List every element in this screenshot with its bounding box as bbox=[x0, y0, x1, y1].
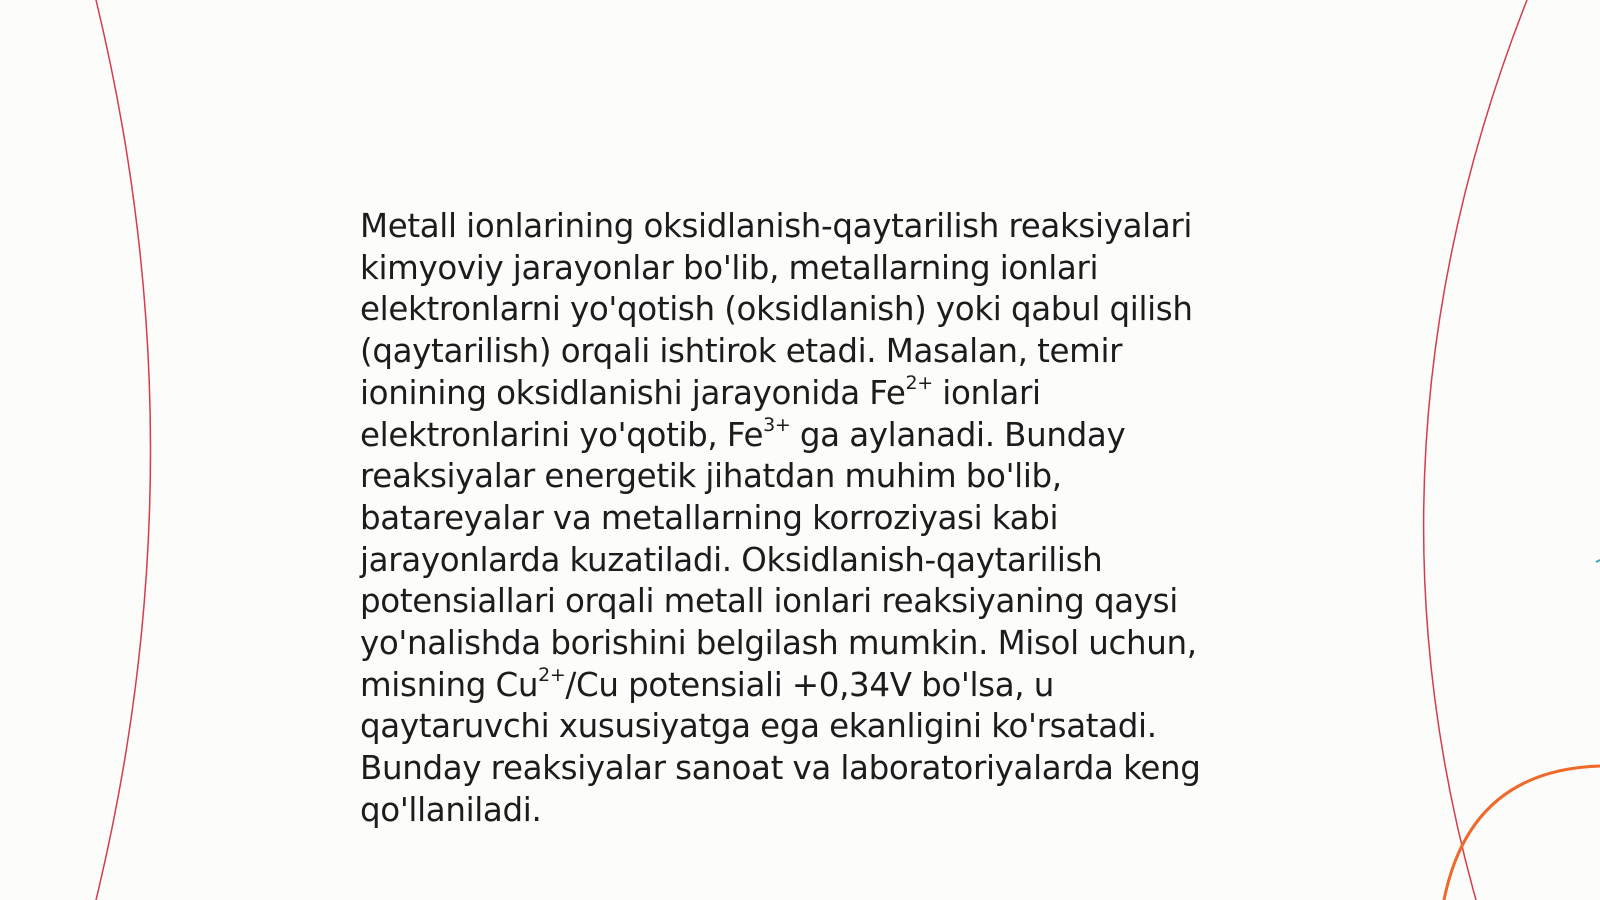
orange-circle-arc bbox=[1444, 766, 1600, 900]
text-line: yo'nalishda borishini belgilash mumkin. Misol uchun, bbox=[360, 624, 1197, 663]
text-line: Metall ionlarining oksidlanish-qaytarilish reaksiyalari bbox=[360, 207, 1193, 245]
body-paragraph bbox=[360, 206, 1230, 832]
text-line: qaytaruvchi xususiyatga ega ekanligini ko'rsatadi. bbox=[360, 707, 1157, 746]
text-line: kimyoviy jarayonlar bo'lib, metallarning ionlari bbox=[360, 248, 1099, 287]
text-line: qo'llaniladi. bbox=[360, 790, 542, 829]
ion-charge-superscript: 2+ bbox=[538, 663, 566, 686]
text-line: Bunday reaksiyalar sanoat va laboratoriyalarda keng bbox=[360, 749, 1201, 788]
text-line: misning $Cu^{2+}/Cu$ potensiali +0,34V bo'lsa, u bbox=[360, 663, 1055, 704]
right-red-arc bbox=[1424, 0, 1527, 900]
text-line: elektronlarini yo'qotib, $Fe^{3+}$ ga aylanadi. Bunday bbox=[360, 413, 1126, 454]
text-line: (qaytarilish) orqali ishtirok etadi. Masalan, temir bbox=[360, 332, 1123, 371]
ion-charge-superscript: 2+ bbox=[905, 371, 933, 394]
text-line: jarayonlarda kuzatiladi. Oksidlanish-qaytarilish bbox=[360, 540, 1103, 579]
text-line: ionining oksidlanishi jarayonida $Fe^{2+}$ ionlari bbox=[360, 371, 1041, 412]
ion-charge-superscript: 3+ bbox=[763, 413, 791, 436]
text-line: potensiallari orqali metall ionlari reaksiyaning qaysi bbox=[360, 582, 1178, 621]
teal-accent-mark bbox=[1596, 560, 1600, 562]
text-line: reaksiyalar energetik jihatdan muhim bo'lib, bbox=[360, 457, 1062, 496]
text-line: elektronlarni yo'qotish (oksidlanish) yoki qabul qilish bbox=[360, 290, 1193, 329]
text-line: batareyalar va metallarning korroziyasi kabi bbox=[360, 498, 1059, 537]
left-red-arc bbox=[96, 0, 151, 900]
